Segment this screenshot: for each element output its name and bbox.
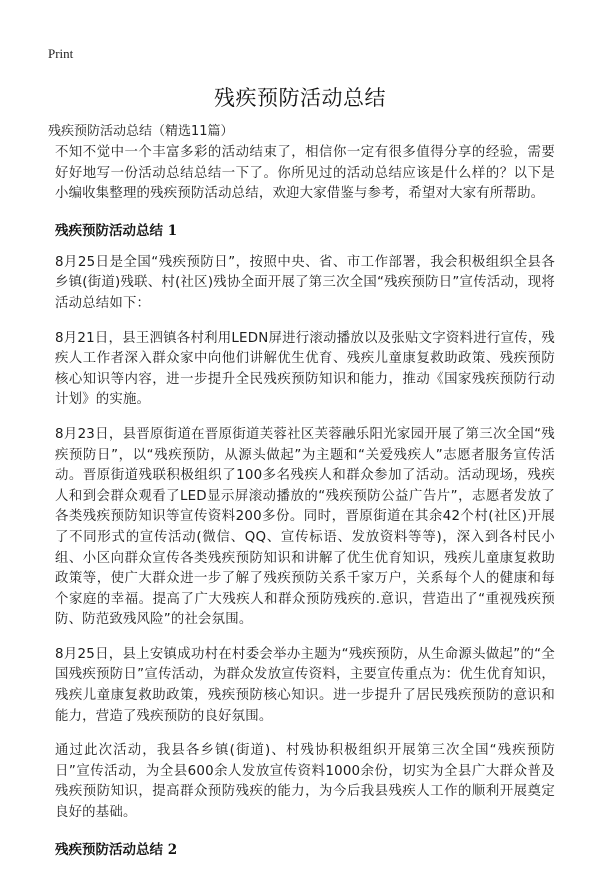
- print-label: Print: [48, 46, 74, 61]
- section-paragraph: 8月25日是全国“残疾预防日”，按照中央、省、市工作部署，我会积极组织全县各乡镇(街道)残联、村(社区)残协全面开展了第三次全国“残疾预防日”宣传活动，现将活动总结如下：: [55, 254, 555, 311]
- section-paragraph: 8月23日，县晋原街道在晋原街道芙蓉社区芙蓉融乐阳光家园开展了第三次全国“残疾预防日”，以“残疾预防，从源头做起”为主题和“关爱残疾人”志愿者服务宣传活动。晋原街道残联积极组织了100多名残疾人和群众参加了活动。活动现场，残疾人和到会群众观看了LED显示屏滚动播放的“残疾预防公益广告片”，志愿者发放了各类残疾预防知识等宣传资料200多份。同时，晋原街道在其余42个村(社区)开展了不同形式的宣传活动(微信、QQ、宣传标语、发放资料等等)，深入到各村民小组、小区向群众宣传各类残疾预防知识和讲解了优生优育知识，残疾儿童康复救助政策等，使广大群众进一步了解了残疾预防关系千家万户，关系每个人的健康和每个家庭的幸福。提高了广大残疾人和群众预防残疾的.意识，营造出了“重视残疾预防、防范致残风险”的社会氛围。: [55, 426, 555, 628]
- section-heading: 残疾预防活动总结 2: [55, 841, 178, 858]
- intro-paragraph: 不知不觉中一个丰富多彩的活动结束了，相信你一定有很多值得分享的经验，需要好好地写一份活动总结总结一下了。你所见过的活动总结应该是什么样的？以下是小编收集整理的残疾预防活动总结，欢迎大家借鉴与参考，希望对大家有所帮助。: [55, 145, 555, 202]
- document-subtitle: 残疾预防活动总结（精选11篇）: [48, 124, 234, 139]
- section-paragraph: 8月21日，县王泗镇各村利用LEDN屏进行滚动播放以及张贴文字资料进行宣传，残疾人工作者深入群众家中向他们讲解优生优育、残疾儿童康复救助政策、残疾预防核心知识等内容，进一步提升全民残疾预防知识和能力，推动《国家残疾预防行动计划》的实施。: [55, 330, 555, 408]
- section-paragraph: 8月25日，县上安镇成功村在村委会举办主题为“残疾预防，从生命源头做起”的“全国残疾预防日”宣传活动，为群众发放宣传资料，主要宣传重点为：优生优育知识，残疾儿童康复救助政策，残疾预防核心知识。进一步提升了居民残疾预防的意识和能力，营造了残疾预防的良好氛围。: [55, 646, 555, 724]
- section-paragraph: 通过此次活动，我县各乡镇(街道)、村残协积极组织开展第三次全国“残疾预防日”宣传活动，为全县600余人发放宣传资料1000余份，切实为全县广大群众普及残疾预防知识，提高群众预防残疾的能力，为今后我县残疾人工作的顺利开展奠定良好的基础。: [55, 743, 555, 821]
- section-heading: 残疾预防活动总结 1: [55, 222, 178, 239]
- document-body: [55, 143, 555, 872]
- document-title: 残疾预防活动总结: [214, 86, 386, 110]
